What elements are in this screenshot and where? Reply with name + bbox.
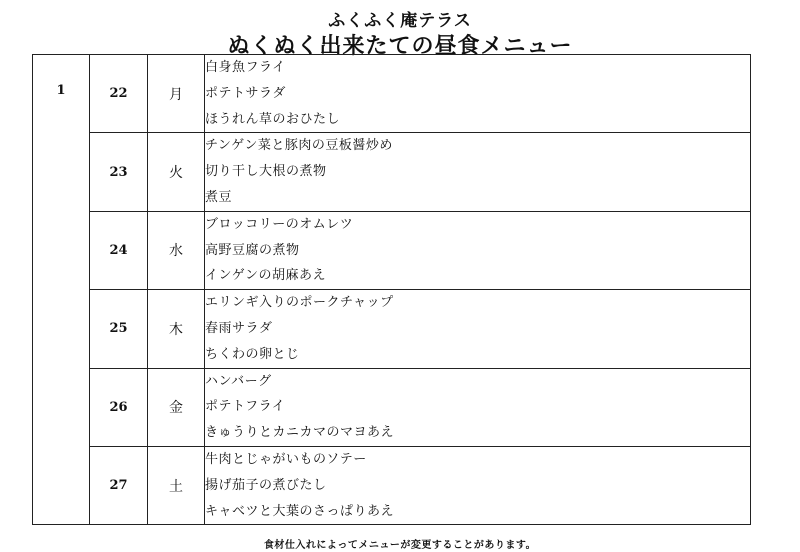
dishes-cell [205,446,751,524]
weekday-cell [148,55,205,133]
dish-item: ポテトサラダ [205,85,286,101]
dish-item: ポテトフライ [205,399,286,415]
date-cell [90,368,148,446]
dish-item: 白身魚フライ [205,60,286,75]
weekday-cell [148,290,205,368]
date: 26 [109,399,128,415]
menu-row-27 [33,446,751,524]
dish-item: きゅうりとカニカマのマヨあえ [205,425,395,441]
weekday: 金 [169,400,183,417]
weekday-cell [148,211,205,289]
weekday: 木 [169,321,183,338]
menu-row-23 [33,133,751,211]
dish-item: チンゲン菜と豚肉の豆板醤炒め [205,138,393,154]
page-title: ぬくぬく出来たての昼食メニュー [227,34,573,59]
dish-item: ブロッコリーのオムレツ [205,216,354,232]
date: 25 [109,321,128,337]
dish-item: 高野豆腐の煮物 [205,242,300,258]
menu-row-25 [33,290,751,368]
week-number-cell [33,55,90,525]
date: 23 [109,164,128,180]
menu-row-24 [33,211,751,289]
dishes-cell [205,55,751,133]
date: 24 [109,242,128,258]
date-cell [90,211,148,289]
weekday-cell [148,446,205,524]
dish-item: キャベツと大葉のさっぱりあえ [205,503,395,519]
weekday-cell [148,368,205,446]
weekday: 月 [169,86,183,103]
dishes-cell [205,368,751,446]
dish-item: インゲンの胡麻あえ [205,268,326,284]
week-number: 1 [56,83,66,98]
menu-change-notice: 食材仕入れによってメニューが変更することがあります。 [263,540,537,551]
date-cell [90,55,148,133]
dish-item: 揚げ茄子の煮びたし [205,477,327,493]
facility-name: ふくふく庵テラス [328,11,472,31]
weekday: 土 [169,478,183,495]
lunch-menu-table [32,54,751,525]
dish-item: ちくわの卵とじ [205,346,300,362]
date-cell [90,290,148,368]
dishes-cell [205,290,751,368]
dishes-cell [205,133,751,211]
dishes-cell [205,211,751,289]
date-cell [90,446,148,524]
dish-item: 切り干し大根の煮物 [205,164,327,180]
dish-item: ハンバーグ [205,373,272,389]
menu-row-22 [33,55,751,133]
weekday: 火 [169,165,183,182]
menu-row-26 [33,368,751,446]
dish-item: 春雨サラダ [205,320,273,336]
date: 27 [109,478,128,494]
dish-item: ほうれん草のおひたし [205,111,341,127]
date: 22 [109,86,128,102]
date-cell [90,133,148,211]
dish-item: エリンギ入りのポークチャップ [205,295,394,311]
dish-item: 牛肉とじゃがいものソテー [205,451,367,467]
weekday: 水 [169,243,183,260]
weekday-cell [148,133,205,211]
dish-item: 煮豆 [205,189,233,205]
